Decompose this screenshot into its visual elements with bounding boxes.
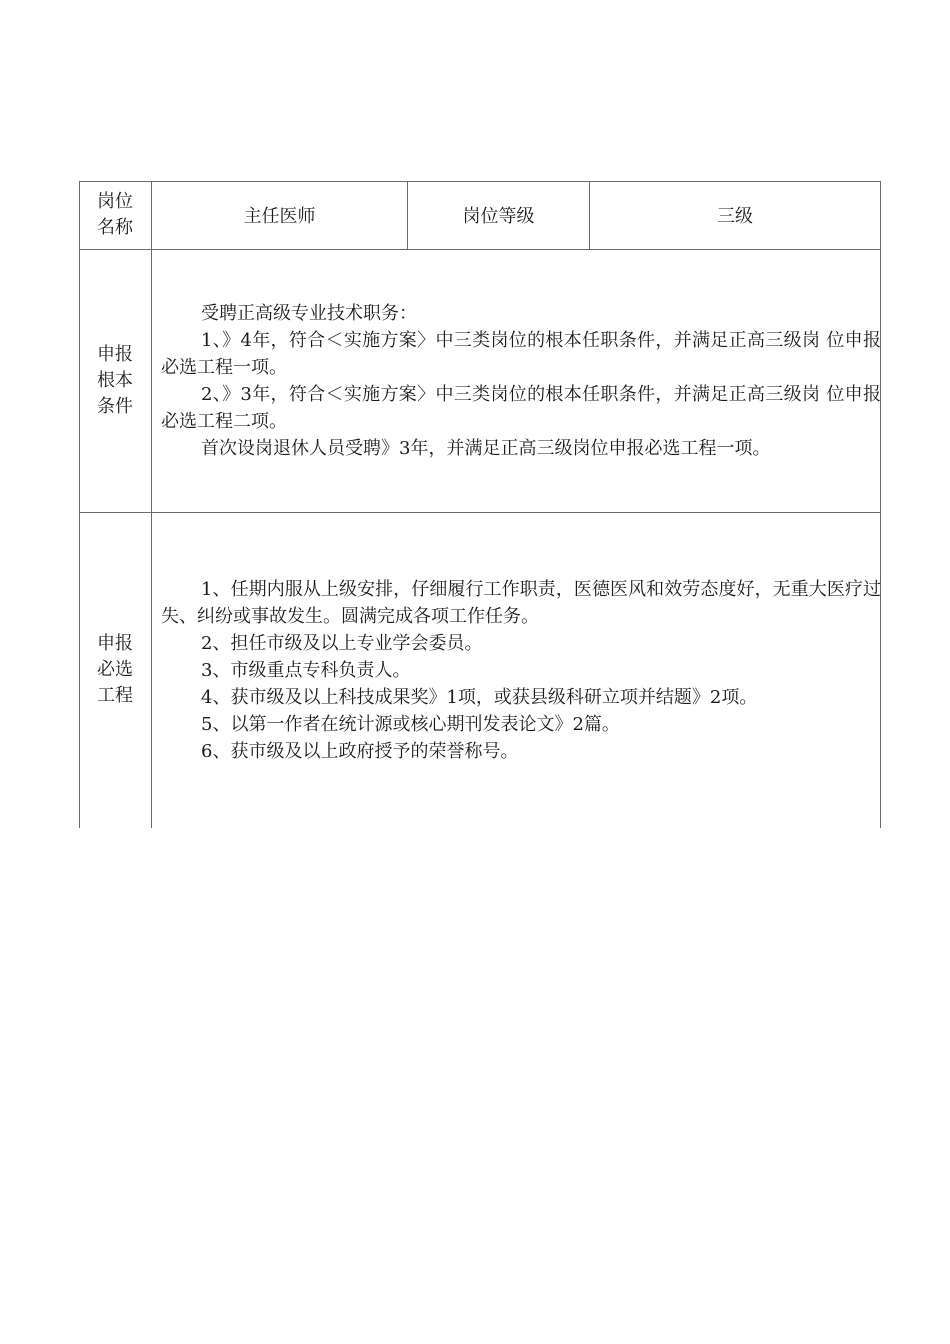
position-name-label-cell [79, 181, 151, 249]
position-title-cell [152, 181, 407, 249]
basic-conditions-label-cell [79, 249, 151, 512]
row-divider-2 [79, 512, 881, 513]
required-project-item-3: 3、市级重点专科负责人。 [201, 660, 411, 681]
label-column-divider [151, 181, 152, 828]
basic-conditions-item-2: 2、》3年，符合＜实施方案〉中三类岗位的根本任职条件，并满足正高三级岗 位申报必选工程二项。 [161, 384, 881, 432]
required-projects-content [161, 576, 881, 765]
basic-conditions-intro: 受聘正高级专业技术职务： [201, 303, 417, 324]
basic-conditions-item-3: 首次设岗退休人员受聘》3年，并满足正高三级岗位申报必选工程一项。 [201, 438, 771, 459]
grade-label: 岗位等级 [462, 206, 535, 227]
basic-conditions-item-1: 1、》4年，符合＜实施方案〉中三类岗位的根本任职条件，并满足正高三级岗 位申报必选工程一项。 [161, 330, 881, 378]
grade-value-cell [590, 181, 880, 249]
required-project-item-6: 6、获市级及以上政府授予的荣誉称号。 [201, 741, 519, 762]
row-divider-1 [79, 249, 881, 250]
basic-conditions-label: 申报根本条件 [97, 343, 133, 417]
basic-conditions-content [161, 300, 881, 462]
required-project-item-1: 1、任期内服从上级安排，仔细履行工作职责，医德医风和效劳态度好，无重大医疗过失、纠纷或事故发生。圆满完成各项工作任务。 [161, 579, 881, 627]
position-title: 主任医师 [243, 206, 316, 227]
required-project-item-4: 4、获市级及以上科技成果奖》1项，或获县级科研立项并结题》2项。 [201, 687, 758, 708]
required-projects-label-cell [79, 512, 151, 828]
required-project-item-5: 5、以第一作者在统计源或核心期刊发表论文》2篇。 [201, 714, 620, 735]
grade-value: 三级 [717, 206, 753, 227]
grade-label-cell [408, 181, 589, 249]
required-projects-label: 申报必选工程 [97, 633, 133, 706]
position-name-label: 岗位名称 [97, 191, 133, 238]
required-project-item-2: 2、担任市级及以上专业学会委员。 [201, 633, 483, 654]
